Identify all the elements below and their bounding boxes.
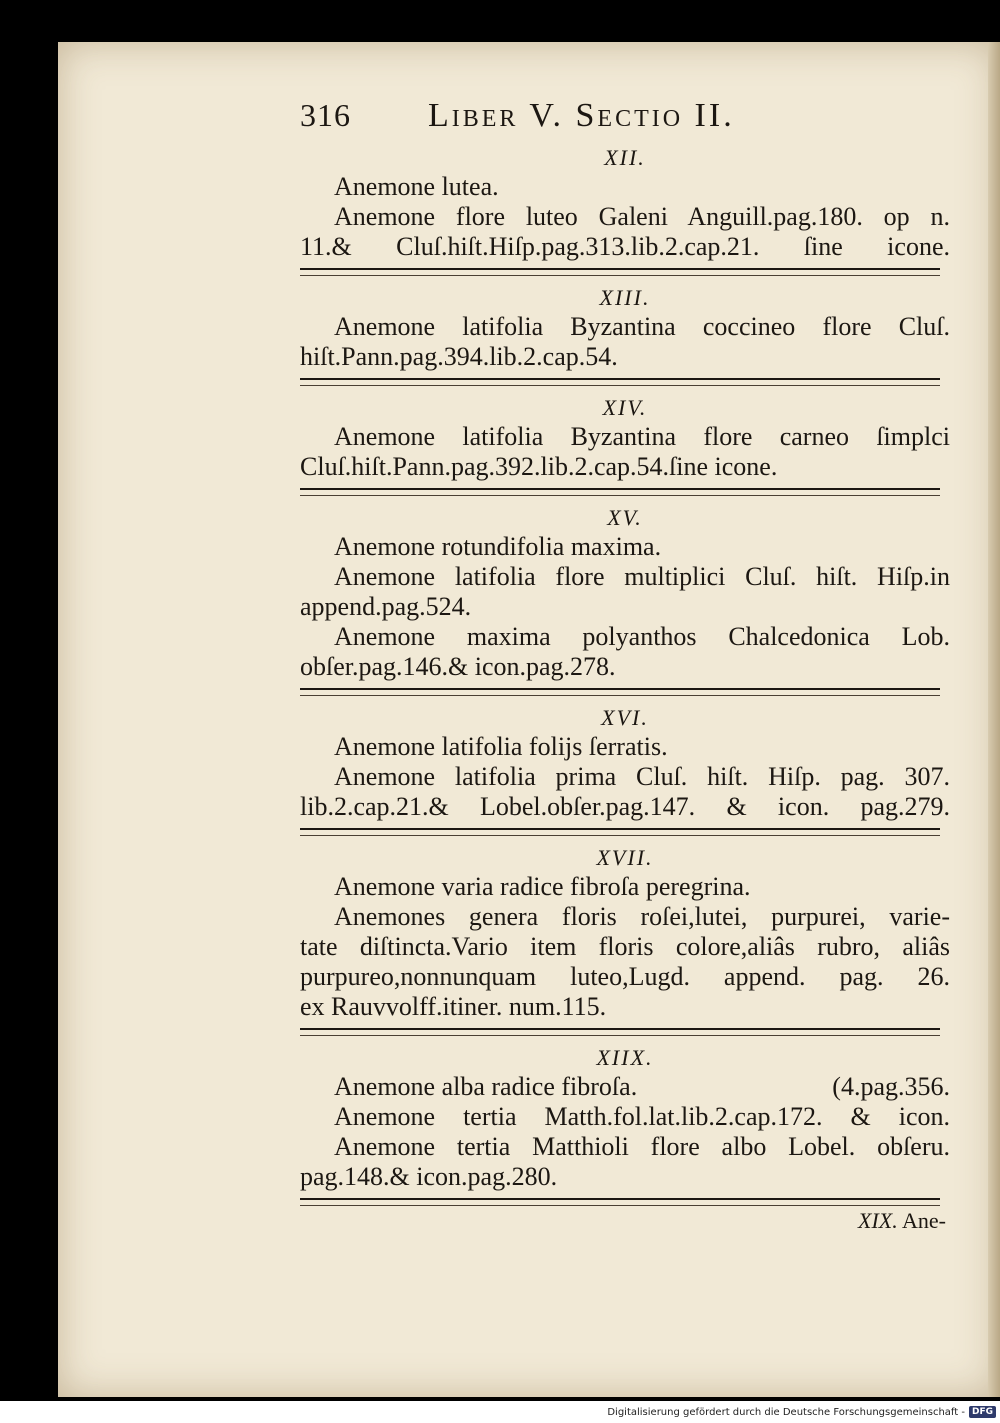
text-line (300, 342, 950, 372)
text-line (300, 932, 950, 962)
line-right-text: (4.pag.356. (832, 1072, 950, 1101)
entry-numeral: XIIX. (596, 1045, 654, 1070)
page-number: 316 (300, 97, 351, 133)
page-header (300, 97, 950, 144)
line-text: Anemone latifolia prima Cluſ. hiſt. Hiſp. pag. 307. (334, 762, 950, 791)
text-line (300, 172, 950, 202)
text-line (300, 452, 950, 482)
line-text: Anemone rotundifolia maxima. (334, 532, 662, 561)
page-edge (988, 42, 1000, 1397)
line-text: Anemone tertia Matth.fol.lat.lib.2.cap.172. & icon. (334, 1102, 950, 1131)
entry-divider-rule (300, 1198, 940, 1206)
line-text: Anemone varia radice fibroſa peregrina. (334, 872, 751, 901)
line-text: tate diſtincta.Vario item floris colore,aliâs rubro, aliâs (300, 932, 950, 961)
line-text: Cluſ.hiſt.Pann.pag.392.lib.2.cap.54.ſine icone. (300, 452, 778, 481)
line-text: Anemone latifolia Byzantina coccineo flore Cluſ. (334, 312, 950, 341)
entry (300, 704, 950, 836)
entry-numeral: XIII. (599, 285, 651, 310)
line-text: pag.148.& icon.pag.280. (300, 1162, 558, 1191)
entry-numeral: XVI. (601, 705, 649, 730)
text-line (300, 762, 950, 792)
text-line (300, 1072, 950, 1102)
text-line (300, 1102, 950, 1132)
line-text: Anemones genera floris roſei,lutei, purpurei, varie- (334, 902, 950, 931)
text-line (300, 202, 950, 232)
text-line (300, 732, 950, 762)
text-line (300, 532, 950, 562)
text-line (300, 652, 950, 682)
catchword-word: Ane- (902, 1208, 946, 1233)
entry (300, 284, 950, 386)
footer-credit: Digitalisierung gefördert durch die Deutsche Forschungsgemeinschaft - (607, 1406, 965, 1418)
digitization-footer (0, 1401, 1000, 1423)
line-text: ex Rauvvolff.itiner. num.115. (300, 992, 607, 1021)
line-text: lib.2.cap.21.& Lobel.obſer.pag.147. & icon. pag.279. (300, 792, 950, 821)
line-text: purpureo,nonnunquam luteo,Lugd. append. pag. 26. (300, 962, 950, 991)
text-line (300, 872, 950, 902)
catchword (858, 1208, 946, 1234)
entry (300, 144, 950, 276)
text-line (300, 962, 950, 992)
line-text: Anemone lutea. (334, 172, 499, 201)
line-text: Anemone latifolia Byzantina flore carneo ſimplci (334, 422, 950, 451)
entry-divider-rule (300, 688, 940, 696)
text-line (300, 622, 950, 652)
text-line (300, 232, 950, 262)
line-text: Anemone latifolia folijs ſerratis. (334, 732, 668, 761)
entry-divider-rule (300, 828, 940, 836)
entry-divider-rule (300, 378, 940, 386)
entry (300, 504, 950, 696)
text-line (300, 1162, 950, 1192)
catchword-numeral: XIX. (858, 1208, 898, 1233)
running-head: Liber V. Sectio II. (428, 97, 735, 134)
text-line (300, 422, 950, 452)
entry (300, 394, 950, 496)
entry-divider-rule (300, 1028, 940, 1036)
entry-numeral: XIV. (602, 395, 648, 420)
line-text: obſer.pag.146.& icon.pag.278. (300, 652, 616, 681)
line-text: Anemone latifolia flore multiplici Cluſ. hiſt. Hiſp.in (334, 562, 950, 591)
entry (300, 844, 950, 1036)
line-text: Anemone tertia Matthioli flore albo Lobel. obſeru. (334, 1132, 950, 1161)
line-text: hiſt.Pann.pag.394.lib.2.cap.54. (300, 342, 618, 371)
line-text: 11.& Cluſ.hiſt.Hiſp.pag.313.lib.2.cap.21. ſine icone. (300, 232, 950, 261)
entry (300, 1044, 950, 1206)
line-text: Anemone alba radice fibroſa. (334, 1072, 638, 1101)
entry-numeral: XVII. (596, 845, 654, 870)
text-line (300, 312, 950, 342)
line-text: Anemone maxima polyanthos Chalcedonica Lob. (334, 622, 950, 651)
entry-numeral: XV. (607, 505, 643, 530)
entries-list (300, 144, 950, 1206)
text-line (300, 592, 950, 622)
line-text: append.pag.524. (300, 592, 472, 621)
text-line (300, 1132, 950, 1162)
entry-numeral: XII. (604, 145, 646, 170)
text-line (300, 992, 950, 1022)
dfg-logo: DFG (969, 1406, 996, 1418)
text-line (300, 792, 950, 822)
page-text (300, 97, 950, 1214)
text-line (300, 902, 950, 932)
line-text: Anemone flore luteo Galeni Anguill.pag.180. op n. (334, 202, 950, 231)
entry-divider-rule (300, 488, 940, 496)
entry-divider-rule (300, 268, 940, 276)
text-line (300, 562, 950, 592)
